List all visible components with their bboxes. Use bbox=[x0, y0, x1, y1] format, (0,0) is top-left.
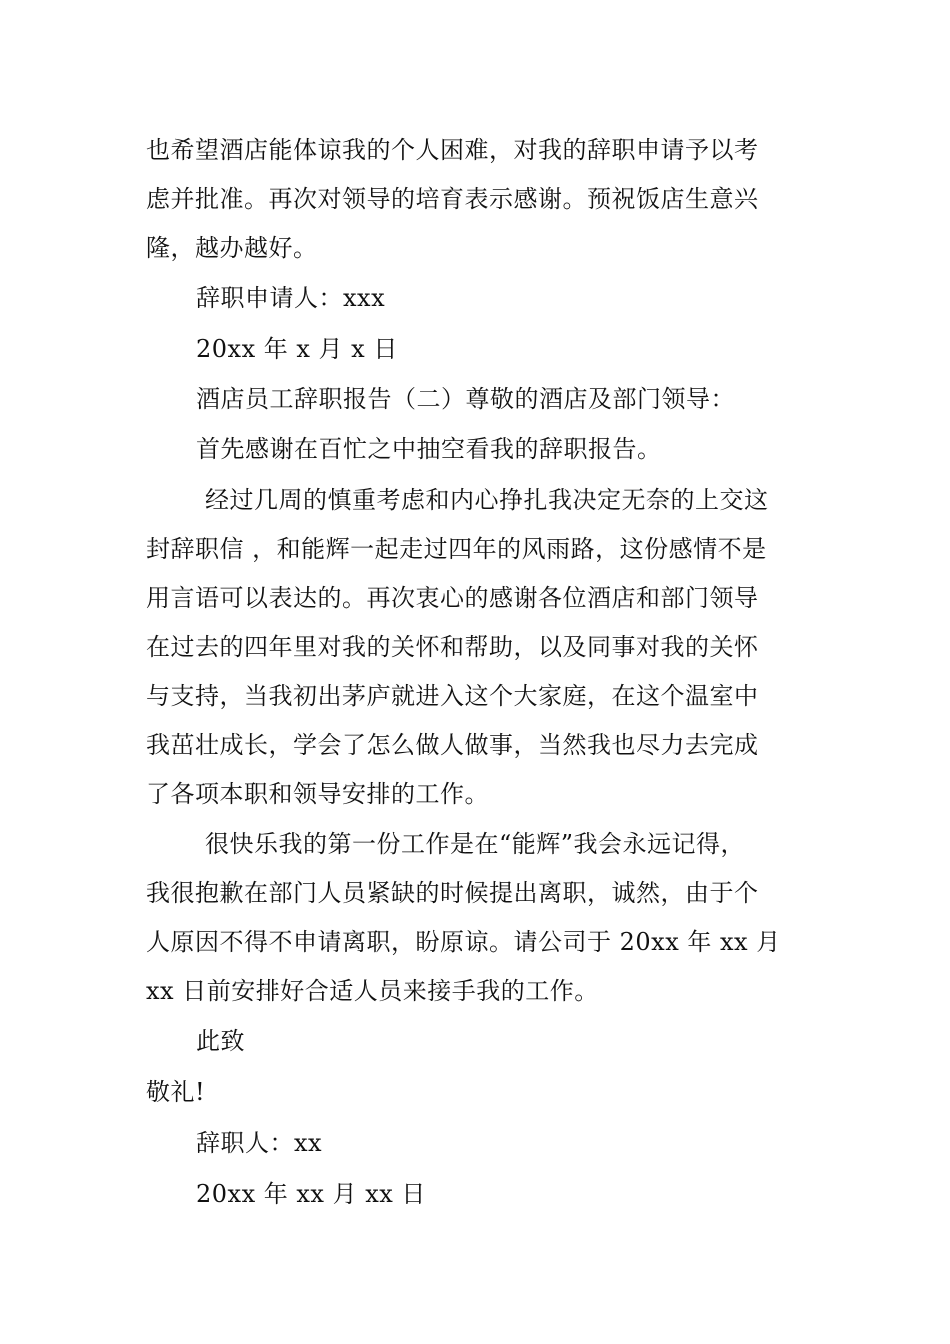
text-line: 此致 bbox=[196, 1027, 245, 1055]
text-line: 与支持，当我初出茅庐就进入这个大家庭，在这个温室中 bbox=[146, 682, 759, 710]
text-line: 用言语可以表达的。再次衷心的感谢各位酒店和部门领导 bbox=[146, 584, 759, 612]
text-line: 我茁壮成长，学会了怎么做人做事，当然我也尽力去完成 bbox=[146, 731, 759, 759]
text-line: xx 日前安排好合适人员来接手我的工作。 bbox=[146, 977, 599, 1005]
text-line: 辞职申请人：xxx bbox=[196, 284, 386, 312]
text-line: 酒店员工辞职报告（二）尊敬的酒店及部门领导： bbox=[196, 385, 735, 413]
text-line: 虑并批准。再次对领导的培育表示感谢。预祝饭店生意兴 bbox=[146, 185, 759, 213]
text-line: 我很抱歉在部门人员紧缺的时候提出离职，诚然，由于个 bbox=[146, 879, 759, 907]
text-line: 经过几周的慎重考虑和内心挣扎我决定无奈的上交这 bbox=[205, 486, 769, 514]
text-line: 辞职人：xx bbox=[196, 1129, 323, 1157]
text-line: 人原因不得不申请离职，盼原谅。请公司于 20xx 年 xx 月 bbox=[146, 928, 781, 956]
text-line: 很快乐我的第一份工作是在“能辉”我会永远记得， bbox=[205, 830, 746, 858]
text-line: 封辞职信 ，和能辉一起走过四年的风雨路，这份感情不是 bbox=[146, 535, 767, 563]
text-line: 了各项本职和领导安排的工作。 bbox=[146, 780, 489, 808]
text-line: 也希望酒店能体谅我的个人困难，对我的辞职申请予以考 bbox=[146, 136, 759, 164]
text-line: 隆，越办越好。 bbox=[146, 234, 318, 262]
text-line: 20xx 年 xx 月 xx 日 bbox=[196, 1180, 426, 1208]
text-line: 首先感谢在百忙之中抽空看我的辞职报告。 bbox=[196, 435, 662, 463]
text-line: 敬礼! bbox=[146, 1078, 206, 1106]
text-line: 20xx 年 x 月 x 日 bbox=[196, 335, 398, 363]
text-line: 在过去的四年里对我的关怀和帮助，以及同事对我的关怀 bbox=[146, 633, 759, 661]
